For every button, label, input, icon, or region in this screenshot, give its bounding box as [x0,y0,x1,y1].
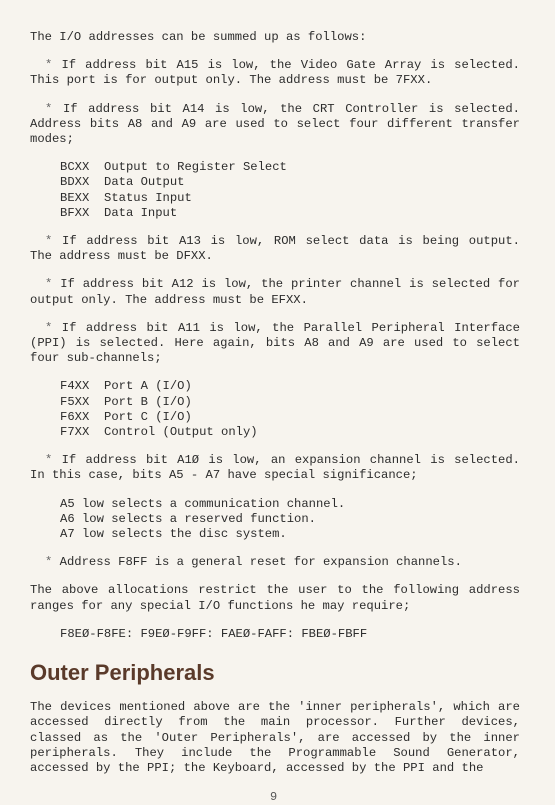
address-desc: Data Output [104,175,185,190]
table-row [60,379,520,394]
address-code: F6XX [60,409,90,424]
expansion-bit-list [60,497,520,543]
address-desc: Output to Register Select [104,160,287,175]
address-desc: Port C (I/O) [104,409,192,424]
document-page [30,30,520,776]
outer-peripherals-text: The devices mentioned above are the 'inner peripherals', which are accessed directly from the main processor. Further devices, classed as the 'Outer Peripherals', are accessed by the inner peripherals. They include the Programmable Sound Generator, accessed by the PPI; the Keyboard, accessed by the PPI and the [30,700,520,775]
bullet-star-icon: * [45,277,53,292]
bullet-crtc [30,102,520,148]
intro-text: The I/O addresses can be summed up as follows: [30,30,367,44]
address-code: F5XX [60,394,90,409]
table-row [60,191,520,206]
address-code: F7XX [60,425,90,440]
bullet-star-icon: * [45,101,53,116]
page-number: 9 [270,790,278,804]
bullet-rom [30,234,520,264]
address-desc: Status Input [104,190,192,205]
address-ranges: F8EØ-F8FE: F9EØ-F9FF: FAEØ-FAFF: FBEØ-FBFF [60,626,368,641]
address-desc: Port A (I/O) [104,379,192,394]
bullet-star-icon: * [45,555,53,570]
table-row [60,425,520,440]
bullet-reset-text: Address F8FF is a general reset for expansion channels. [59,555,462,570]
table-row [60,410,520,425]
bullet-star-icon: * [45,453,53,468]
address-code: BFXX [60,205,90,220]
table-row [60,206,520,221]
address-code: BEXX [60,190,90,205]
bullet-crtc-text: If address bit A14 is low, the CRT Controller is selected. Address bits A8 and A9 are used to select four different transfer modes; [30,101,520,147]
list-item: A5 low selects a communication channel. [60,496,346,511]
ppi-channel-table [60,379,520,440]
address-desc: Data Input [104,205,178,220]
bullet-printer-text: If address bit A12 is low, the printer channel is selected for output only. The address must be EFXX. [30,277,520,307]
address-code: F4XX [60,379,90,394]
bullet-rom-text: If address bit A13 is low, ROM select data is being output. The address must be DFXX. [30,234,520,264]
bullet-expansion-text: If address bit A1Ø is low, an expansion channel is selected. In this case, bits A5 - A7 have special significance; [30,453,520,483]
bullet-reset [30,555,520,570]
list-item: A7 low selects the disc system. [60,527,287,542]
table-row [60,175,520,190]
bullet-vga [30,58,520,88]
bullet-expansion [30,453,520,483]
address-code: BDXX [60,175,90,190]
crtc-mode-table [60,160,520,221]
section-title: Outer Peripherals [30,660,215,686]
list-item: A6 low selects a reserved function. [60,511,316,526]
bullet-printer [30,277,520,307]
address-code: BCXX [60,160,90,175]
bullet-ppi [30,321,520,367]
bullet-star-icon: * [45,234,53,249]
address-desc: Port B (I/O) [104,394,192,409]
address-desc: Control (Output only) [104,425,258,440]
table-row [60,160,520,175]
bullet-star-icon: * [45,58,53,73]
restrict-text: The above allocations restrict the user to the following address ranges for any special I/O functions he may require; [30,583,520,613]
bullet-star-icon: * [45,320,53,335]
table-row [60,395,520,410]
bullet-vga-text: If address bit A15 is low, the Video Gate Array is selected. This port is for output only. The address must be 7FXX. [30,58,520,88]
bullet-ppi-text: If address bit A11 is low, the Parallel Peripheral Interface (PPI) is selected. Here again, bits A8 and A9 are used to select four sub-channels; [30,320,520,366]
